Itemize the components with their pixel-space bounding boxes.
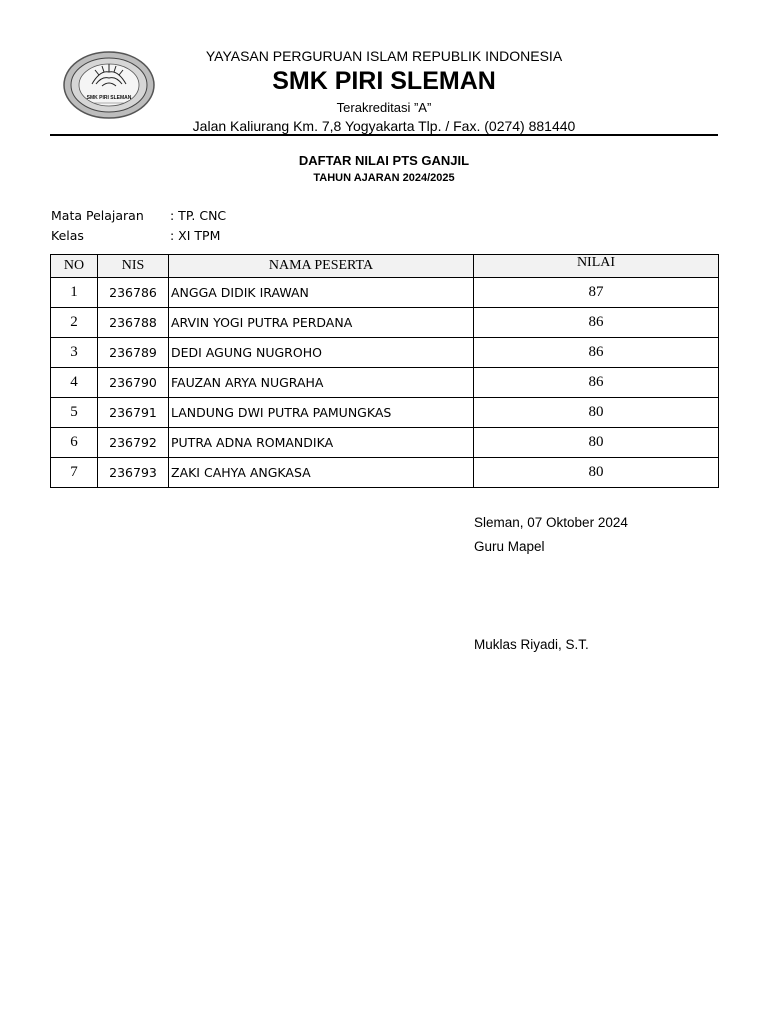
row-score: 80	[474, 458, 719, 488]
row-score: 80	[474, 398, 719, 428]
row-no: 5	[51, 398, 98, 428]
row-no: 7	[51, 458, 98, 488]
table-row	[51, 278, 719, 308]
row-score: 86	[474, 308, 719, 338]
class-value: : XI TPM	[170, 228, 221, 243]
row-name: LANDUNG DWI PUTRA PAMUNGKAS	[169, 398, 474, 428]
header-divider	[50, 134, 718, 136]
table-row	[51, 308, 719, 338]
row-nis: 236789	[98, 338, 169, 368]
school-address: Jalan Kaliurang Km. 7,8 Yogyakarta Tlp. / Fax. (0274) 881440	[192, 118, 576, 134]
row-no: 2	[51, 308, 98, 338]
row-nis: 236791	[98, 398, 169, 428]
row-name: DEDI AGUNG NUGROHO	[169, 338, 474, 368]
row-no: 6	[51, 428, 98, 458]
row-name: ANGGA DIDIK IRAWAN	[169, 278, 474, 308]
row-no: 1	[51, 278, 98, 308]
row-nis: 236788	[98, 308, 169, 338]
subject-value: : TP. CNC	[170, 208, 227, 223]
table-row	[51, 368, 719, 398]
grades-table	[50, 254, 719, 488]
row-name: PUTRA ADNA ROMANDIKA	[169, 428, 474, 458]
row-nis: 236786	[98, 278, 169, 308]
table-row	[51, 338, 719, 368]
signature-role: Guru Mapel	[474, 539, 545, 554]
signature-place-date: Sleman, 07 Oktober 2024	[474, 515, 628, 530]
foundation-name: YAYASAN PERGURUAN ISLAM REPUBLIK INDONESIA	[205, 48, 563, 64]
table-header-row	[51, 255, 719, 278]
row-no: 3	[51, 338, 98, 368]
header-no: NO	[51, 255, 98, 278]
accreditation: Terakreditasi ”A”	[336, 100, 432, 115]
row-name: ARVIN YOGI PUTRA PERDANA	[169, 308, 474, 338]
row-nis: 236792	[98, 428, 169, 458]
school-name: SMK PIRI SLEMAN	[272, 67, 496, 95]
document-subtitle: TAHUN AJARAN 2024/2025	[313, 172, 455, 184]
table-row	[51, 458, 719, 488]
document-title: DAFTAR NILAI PTS GANJIL	[298, 153, 470, 168]
school-logo	[62, 50, 156, 120]
signature-name: Muklas Riyadi, S.T.	[474, 637, 589, 652]
header-nis: NIS	[98, 255, 169, 278]
table-row	[51, 398, 719, 428]
class-label: Kelas	[51, 228, 84, 243]
row-nis: 236793	[98, 458, 169, 488]
svg-text:SMK PIRI SLEMAN: SMK PIRI SLEMAN	[86, 95, 132, 101]
row-name: FAUZAN ARYA NUGRAHA	[169, 368, 474, 398]
row-score: 86	[474, 368, 719, 398]
row-no: 4	[51, 368, 98, 398]
row-score: 86	[474, 338, 719, 368]
row-score: 80	[474, 428, 719, 458]
row-score: 87	[474, 278, 719, 308]
table-row	[51, 428, 719, 458]
header-name: NAMA PESERTA	[169, 255, 474, 278]
row-name: ZAKI CAHYA ANGKASA	[169, 458, 474, 488]
header-score: NILAI	[474, 255, 719, 278]
row-nis: 236790	[98, 368, 169, 398]
subject-label: Mata Pelajaran	[51, 208, 144, 223]
